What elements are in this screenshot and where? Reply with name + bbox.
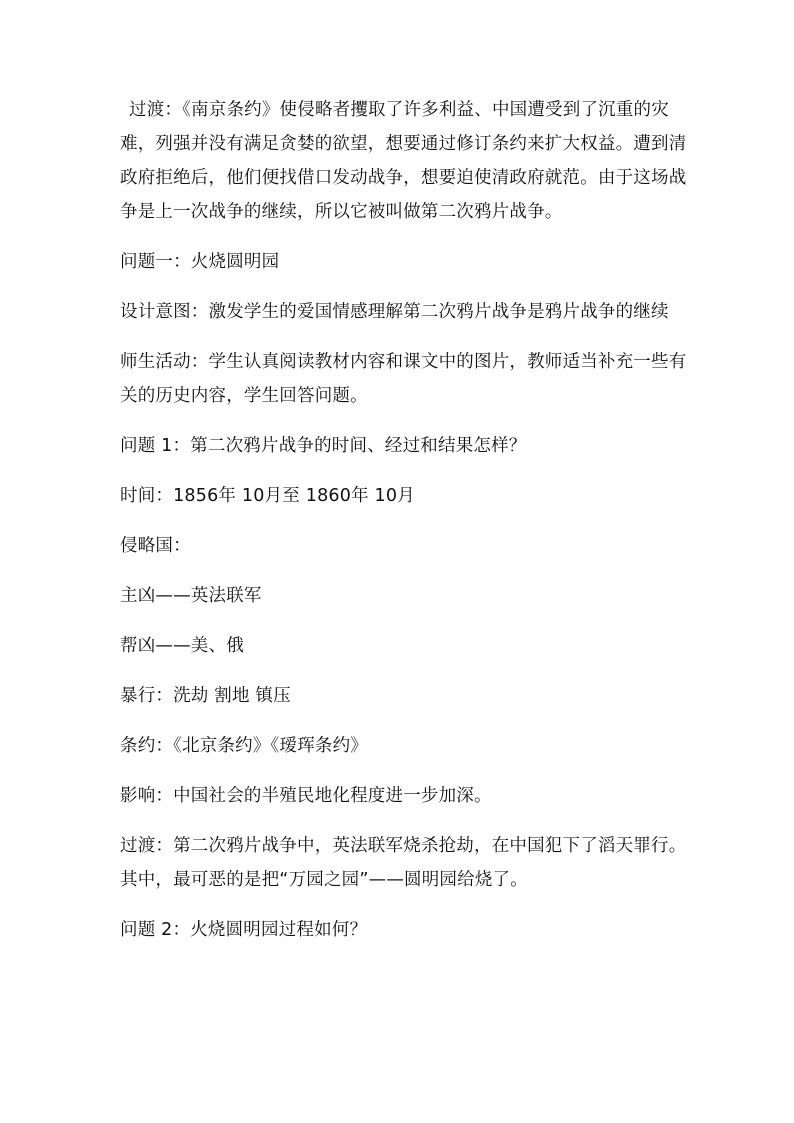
paragraph-teacher-student-activity: 师生活动：学生认真阅读教材内容和课文中的图片，教师适当补充一些有关的历史内容，学生回答问题。 [120,352,687,406]
paragraph-impact: 影响：中国社会的半殖民地化程度进一步加深。 [120,786,492,806]
paragraph-question-one-heading: 问题一：火烧圆明园 [120,252,280,272]
paragraph-main-culprit: 主凶——英法联军 [120,586,262,606]
paragraph-atrocities: 暴行：洗劫 割地 镇压 [120,686,291,706]
paragraph-question-1: 问题 1：第二次鸦片战争的时间、经过和结果怎样？ [120,436,527,456]
paragraph-transition-intro: 过渡：《南京条约》使侵略者攫取了许多利益、中国遭受到了沉重的灾难，列强并没有满足贪婪的欲望，想要通过修订条约来扩大权益。遭到清政府拒绝后，他们便找借口发动战争，想要迫使清政府就范。由于这场战争是上一次战争的继续，所以它被叫做第二次鸦片战争。 [120,100,687,222]
paragraph-accomplice: 帮凶——美、俄 [120,636,244,656]
paragraph-transition-burning: 过渡：第二次鸦片战争中，英法联军烧杀抢劫，在中国犯下了滔天罪行。其中，最可恶的是把“万园之园”——圆明园给烧了。 [120,836,687,890]
paragraph-treaties: 条约：《北京条约》《瑷珲条约》 [120,736,368,756]
paragraph-question-2: 问题 2：火烧圆明园过程如何？ [120,920,368,940]
document-body [120,93,696,963]
paragraph-time: 时间：1856年 10月至 1860年 10月 [120,486,415,506]
paragraph-invading-countries: 侵略国： [120,536,191,556]
paragraph-design-intent: 设计意图：激发学生的爱国情感理解第二次鸦片战争是鸦片战争的继续 [120,302,669,322]
